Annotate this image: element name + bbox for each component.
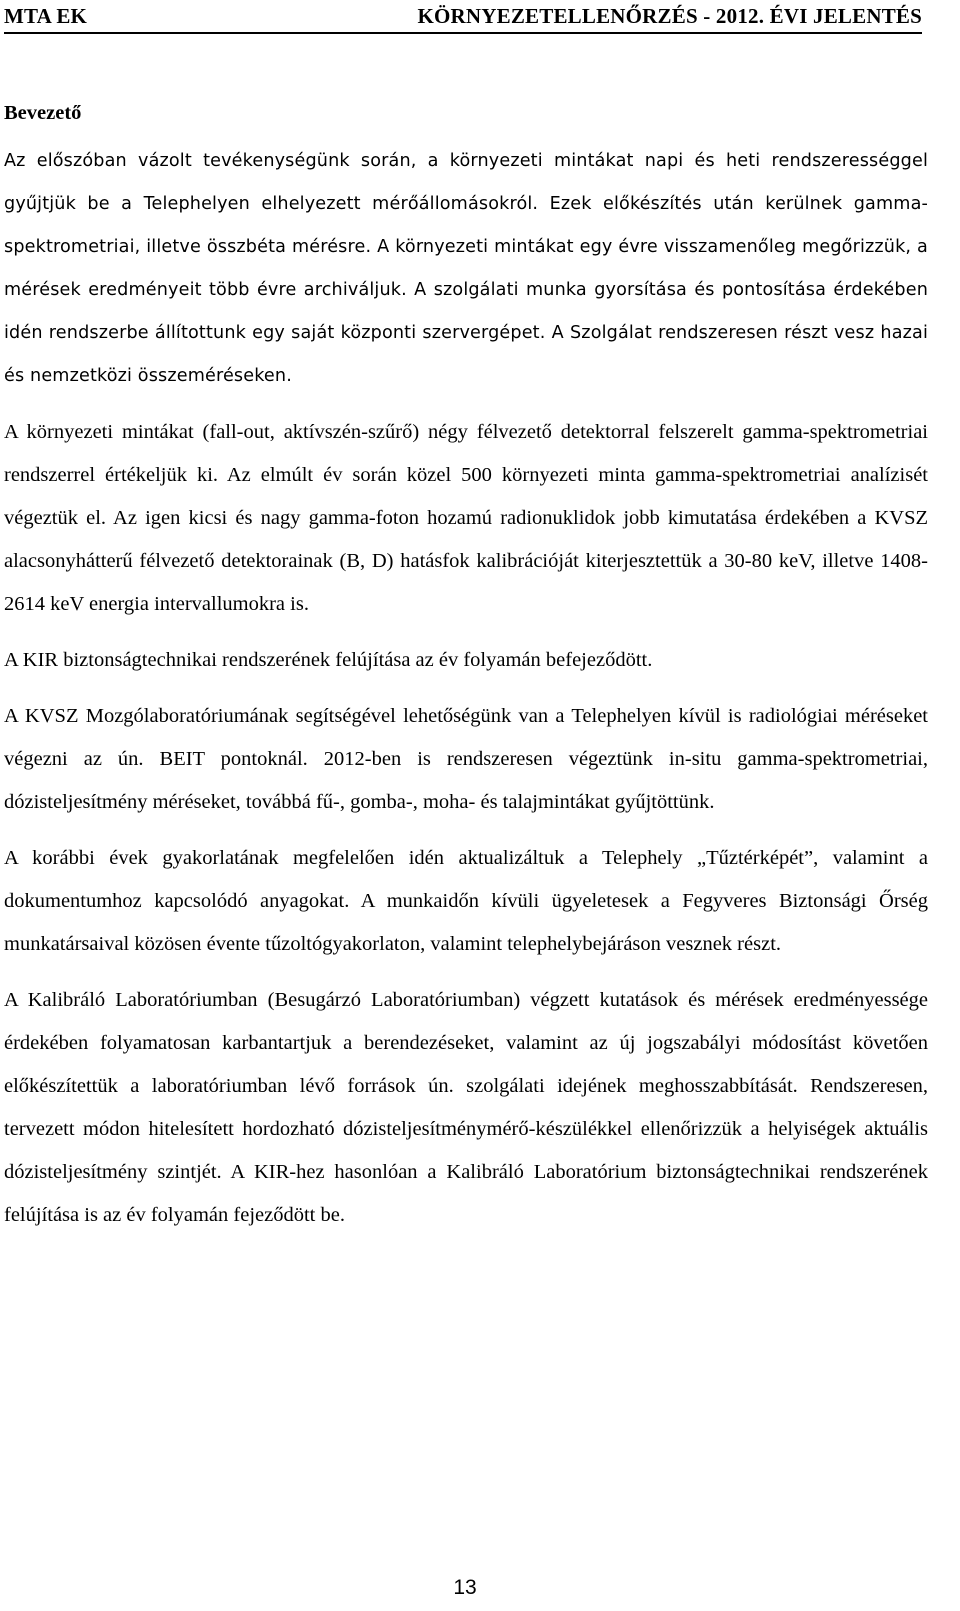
paragraph-calibration-lab: A Kalibráló Laboratóriumban (Besugárzó Laboratóriumban) végzett kutatások és mérések eredményessége érdekében folyamatosan karbantartjuk a berendezéseket, valamint az új jogszabályi módosítást követően előkészítettük a laboratóriumban lévő források ún. szolgálati idejének meghosszabbítását. Rendszeresen, tervezett módon hitelesített hordozható dózisteljesítménymérő-készülékkel ellenőrizzük a helyiségek aktuális dózisteljesítmény szintjét. A KIR-hez hasonlóan a Kalibráló Laboratórium biztonságtechnikai rendszerének felújítása is az év folyamán fejeződött be. [4,989,928,1226]
header-report-title: KÖRNYEZETELLENŐRZÉS - 2012. ÉVI JELENTÉS [417,4,922,28]
page-number: 13 [453,1576,477,1599]
page-header [4,2,922,34]
paragraph-kir-security: A KIR biztonságtechnikai rendszerének felújítása az év folyamán befejeződött. [4,649,653,671]
document-body [4,98,928,1250]
header-organization: MTA EK [4,4,88,28]
paragraph-fire-map: A korábbi évek gyakorlatának megfelelően idén aktualizáltuk a Telephely „Tűztérképét”, valamint a dokumentumhoz kapcsolódó anyagokat. A munkaidőn kívüli ügyeletesek a Fegyveres Biztonsági Őrség munkatársaival közösen évente tűzoltógyakorlaton, valamint telephelybejáráson vesznek részt. [4,847,928,955]
paragraph-gamma-spectrometry: A környezeti mintákat (fall-out, aktívszén-szűrő) négy félvezető detektorral felszerelt gamma-spektrometriai rendszerrel értékeljük ki. Az elmúlt év során közel 500 környezeti minta gamma-spektrometriai analízisét végeztük el. Az igen kicsi és nagy gamma-foton hozamú radionuklidok jobb kimutatása érdekében a KVSZ alacsonyhátterű félvezető detektorainak (B, D) hatásfok kalibrációját kiterjesztettük a 30-80 keV, illetve 1408-2614 keV energia intervallumokra is. [4,421,928,615]
paragraph-mobile-lab: A KVSZ Mozgólaboratóriumának segítségével lehetőségünk van a Telephelyen kívül is radiológiai méréseket végezni az ún. BEIT pontoknál. 2012-ben is rendszeresen végeztünk in-situ gamma-spektrometriai, dózisteljesítmény méréseket, továbbá fű-, gomba-, moha- és talajmintákat gyűjtöttünk. [4,705,928,813]
section-title: Bevezető [4,102,82,124]
paragraph-intro: Az előszóban vázolt tevékenységünk során, a környezeti mintákat napi és heti rendszerességgel gyűjtjük be a Telephelyen elhelyezett mérőállomásokról. Ezek előkészítés után kerülnek gamma-spektrometriai, illetve összbéta mérésre. A környezeti mintákat egy évre visszamenőleg megőrizzük, a mérések eredményeit több évre archiváljuk. A szolgálati munka gyorsítása és pontosítása érdekében idén rendszerbe állítottunk egy saját központi szervergépet. A Szolgálat rendszeresen részt vesz hazai és nemzetközi összeméréseken. [4,151,928,386]
